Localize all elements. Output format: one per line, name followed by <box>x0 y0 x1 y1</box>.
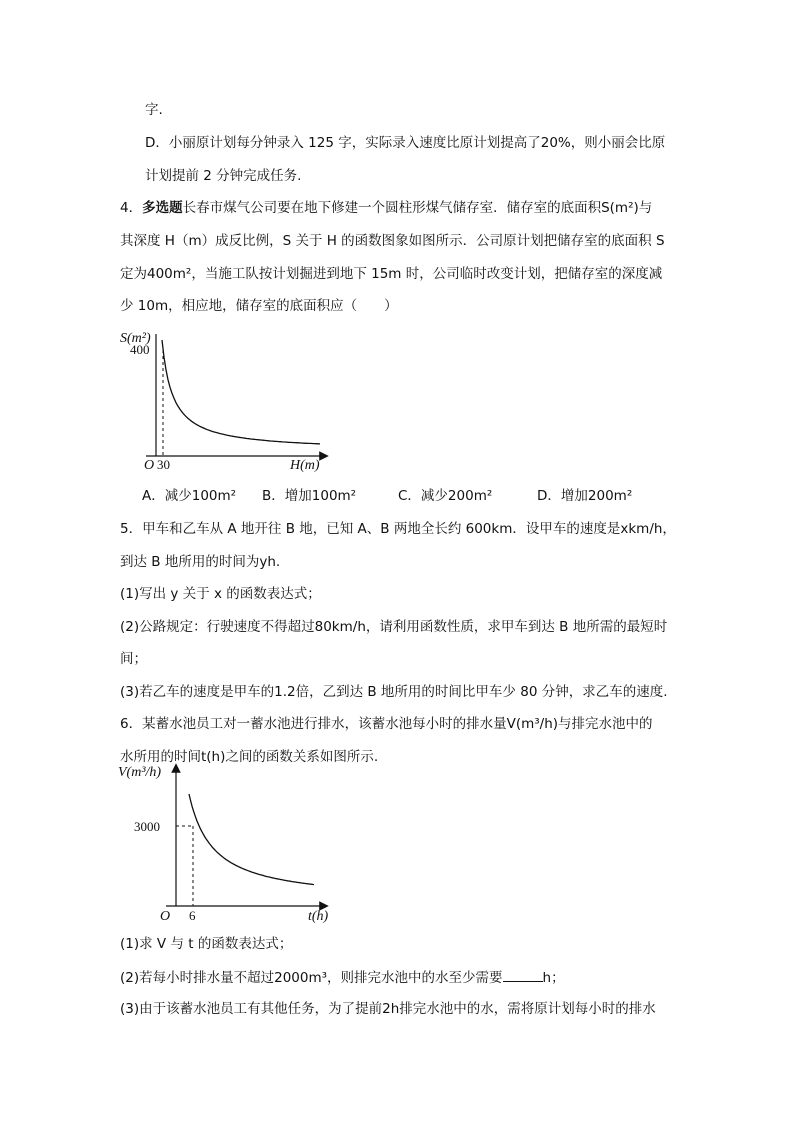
q6-line1: 6．某蓄水池员工对一蓄水池进行排水，该蓄水池每小时的排水量V(m³/h)与排完水池中的 <box>120 716 653 732</box>
q4-line1 <box>120 198 652 218</box>
q5-part3: (3)若乙车的速度是甲车的1.2倍，乙到达 B 地所用的时间比甲车少 80 分钟，求乙车的速度. <box>120 684 668 700</box>
q6-x-tick: 6 <box>189 908 196 923</box>
q3-option-d-line1: D．小丽原计划每分钟录入 125 字，实际录入速度比原计划提高了20%，则小丽会比原 <box>145 135 666 151</box>
q4-y-label: S(m²) <box>120 331 151 346</box>
q4-option-c: C．减少200m² <box>398 488 493 504</box>
q3-option-d-line2: 计划提前 2 分钟完成任务. <box>145 168 302 184</box>
q6-curve <box>189 794 314 885</box>
q6-part3: (3)由于该蓄水池员工有其他任务，为了提前2h排完水池中的水，需将原计划每小时的排水 <box>120 1001 656 1017</box>
q6-origin: O <box>160 909 171 924</box>
q5-part2-line1: (2)公路规定：行驶速度不得超过80km/h，请利用函数性质，求甲车到达 B 地所需的最短时 <box>120 619 668 635</box>
q4-origin: O <box>144 458 155 473</box>
q6-graph <box>118 760 338 932</box>
q6-part1: (1)求 V 与 t 的函数表达式； <box>120 936 293 952</box>
q4-x-label: H(m) <box>290 458 320 473</box>
q4-option-d: D．增加200m² <box>537 488 633 504</box>
q4-option-b: B．增加100m² <box>262 488 357 504</box>
q4-line1-text: 长春市煤气公司要在地下修建一个圆柱形煤气储存室．储存室的底面积S(m²)与 <box>182 200 653 216</box>
q6-part2-text: (2)若每小时排水量不超过2000m³，则排完水池中的水至少需要 <box>120 970 503 986</box>
q4-y-tick: 400 <box>130 342 150 357</box>
q4-line4: 少 10m，相应地，储存室的底面积应（ ） <box>120 298 398 314</box>
q4-curve <box>162 340 320 444</box>
q6-y-tick: 3000 <box>134 819 160 834</box>
q4-number: 4． <box>120 200 143 216</box>
q5-line2: 到达 B 地所用的时间为yh. <box>120 554 281 570</box>
q6-part2-unit: h； <box>542 970 565 986</box>
q4-line3: 定为400m²，当施工队按计划掘进到地下 15m 时，公司临时改变计划，把储存室的深度减 <box>120 266 663 282</box>
q6-answer-blank[interactable] <box>503 967 543 982</box>
q3-text-line1: 字. <box>145 102 163 118</box>
q6-line2: 水所用的时间t(h)之间的函数关系如图所示. <box>120 749 379 765</box>
q6-y-label: V(m³/h) <box>118 765 162 780</box>
q4-line2: 其深度 H（m）成反比例，S 关于 H 的函数图象如图所示．公司原计划把储存室的底面积 S <box>120 233 665 249</box>
q4-tag-multi-select: 多选题 <box>142 200 183 216</box>
q4-graph <box>120 326 340 476</box>
q5-part2-line2: 间； <box>120 651 147 667</box>
q4-option-a: A．减少100m² <box>142 488 237 504</box>
q6-x-label: t(h) <box>308 909 329 924</box>
q4-x-tick: 30 <box>157 457 170 472</box>
q6-part2 <box>120 967 565 988</box>
q5-line1: 5．甲车和乙车从 A 地开往 B 地，已知 A、B 两地全长约 600km．设甲车的速度是xkm/h， <box>120 521 676 537</box>
q5-part1: (1)写出 y 关于 x 的函数表达式； <box>120 586 321 602</box>
